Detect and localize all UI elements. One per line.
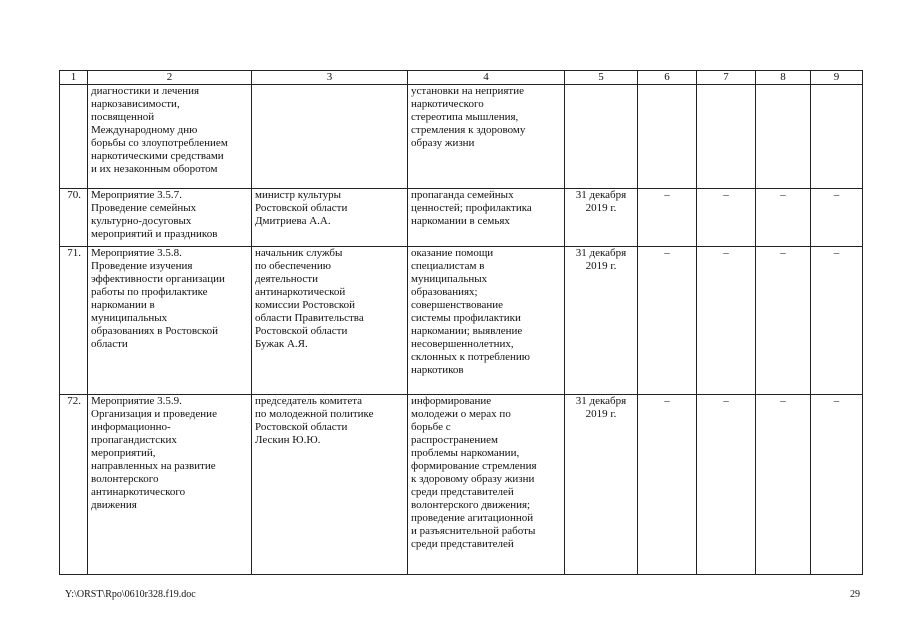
value-cell	[697, 85, 756, 189]
deadline-cell: 31 декабря 2019 г.	[565, 189, 638, 247]
column-header: 2	[88, 71, 252, 85]
page-number: 29	[850, 589, 860, 600]
row-number: 70.	[60, 189, 88, 247]
table-row	[60, 85, 863, 189]
file-path: Y:\ORST\Rpo\0610r328.f19.doc	[65, 589, 196, 600]
plan-table	[59, 70, 863, 575]
value-cell: –	[811, 395, 863, 575]
value-cell: –	[697, 189, 756, 247]
header-row	[60, 71, 863, 85]
value-cell: –	[638, 395, 697, 575]
value-cell: –	[811, 189, 863, 247]
value-cell: –	[756, 395, 811, 575]
column-header: 1	[60, 71, 88, 85]
row-number	[60, 85, 88, 189]
value-cell	[756, 85, 811, 189]
row-number: 71.	[60, 247, 88, 395]
column-header: 8	[756, 71, 811, 85]
result-cell: информирование молодежи о мерах по борьбе с распространением проблемы наркомании, формирование стремления к здоровому образу жизни среди представителей волонтерского движения; проведение агитационной и разъяснительной работы среди представителей	[408, 395, 565, 575]
column-header: 6	[638, 71, 697, 85]
value-cell: –	[697, 395, 756, 575]
responsible-cell: председатель комитета по молодежной политике Ростовской области Лескин Ю.Ю.	[252, 395, 408, 575]
value-cell: –	[756, 247, 811, 395]
value-cell	[638, 85, 697, 189]
result-cell: пропаганда семейных ценностей; профилактика наркомании в семьях	[408, 189, 565, 247]
value-cell: –	[697, 247, 756, 395]
deadline-cell: 31 декабря 2019 г.	[565, 395, 638, 575]
result-cell: оказание помощи специалистам в муниципальных образованиях; совершенствование системы профилактики наркомании; выявление несовершеннолетних, склонных к потреблению наркотиков	[408, 247, 565, 395]
responsible-cell: министр культуры Ростовской области Дмитриева А.А.	[252, 189, 408, 247]
column-header: 4	[408, 71, 565, 85]
activity-cell: Мероприятие 3.5.9. Организация и проведение информационно- пропагандистских мероприятий, направленных на развитие волонтерского антинаркотического движения	[88, 395, 252, 575]
table-row	[60, 247, 863, 395]
result-cell: установки на неприятие наркотического стереотипа мышления, стремления к здоровому образу жизни	[408, 85, 565, 189]
value-cell: –	[638, 247, 697, 395]
table-row	[60, 189, 863, 247]
value-cell: –	[638, 189, 697, 247]
responsible-cell	[252, 85, 408, 189]
table-row	[60, 395, 863, 575]
deadline-cell: 31 декабря 2019 г.	[565, 247, 638, 395]
activity-cell: Мероприятие 3.5.7. Проведение семейных культурно-досуговых мероприятий и праздников	[88, 189, 252, 247]
row-number: 72.	[60, 395, 88, 575]
deadline-cell	[565, 85, 638, 189]
column-header: 7	[697, 71, 756, 85]
responsible-cell: начальник службы по обеспечению деятельности антинаркотической комиссии Ростовской области Правительства Ростовской области Бужак А.Я.	[252, 247, 408, 395]
activity-cell: Мероприятие 3.5.8. Проведение изучения эффективности организации работы по профилактике наркомании в муниципальных образованиях в Ростовской области	[88, 247, 252, 395]
value-cell: –	[811, 247, 863, 395]
value-cell: –	[756, 189, 811, 247]
value-cell	[811, 85, 863, 189]
activity-cell: диагностики и лечения наркозависимости, посвященной Международному дню борьбы со злоупотреблением наркотическими средствами и их незаконным оборотом	[88, 85, 252, 189]
column-header: 3	[252, 71, 408, 85]
column-header: 5	[565, 71, 638, 85]
column-header: 9	[811, 71, 863, 85]
